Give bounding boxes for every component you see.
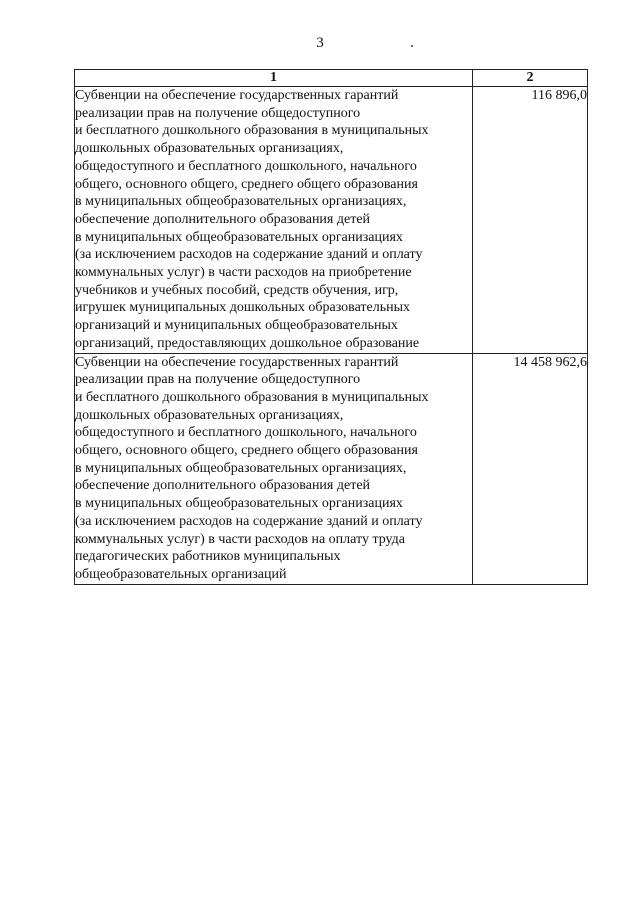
table-row <box>75 87 588 354</box>
description-line: игрушек муниципальных дошкольных образовательных <box>75 300 411 316</box>
table-row <box>75 353 588 584</box>
description-line: организаций, предоставляющих дошкольное образование <box>75 335 420 351</box>
description-line: в муниципальных общеобразовательных организациях, <box>75 460 407 476</box>
description-line: и бесплатного дошкольного образования в муниципальных <box>75 123 429 139</box>
column-header-2: 2 <box>473 70 588 87</box>
description-line: общедоступного и бесплатного дошкольного, начального <box>75 158 417 174</box>
subvention-amount: 14 458 962,6 <box>473 353 588 584</box>
description-line: коммунальных услуг) в части расходов на приобретение <box>75 265 412 281</box>
description-line: реализации прав на получение общедоступного <box>75 372 361 388</box>
description-line: организаций и муниципальных общеобразовательных <box>75 318 398 334</box>
subvention-table <box>74 69 588 585</box>
description-line: коммунальных услуг) в части расходов на оплату труда <box>75 531 406 547</box>
description-line: общего, основного общего, среднего общего образования <box>75 443 418 459</box>
subvention-description <box>75 87 473 354</box>
subvention-description <box>75 353 473 584</box>
description-line: Субвенции на обеспечение государственных гарантий <box>75 88 399 103</box>
description-line: в муниципальных общеобразовательных организациях, <box>75 194 407 210</box>
description-line: общеобразовательных организаций <box>75 566 287 582</box>
description-line: в муниципальных общеобразовательных организациях <box>75 496 403 512</box>
description-line: реализации прав на получение общедоступного <box>75 105 361 121</box>
scan-speck <box>411 45 413 47</box>
description-line: обеспечение дополнительного образования детей <box>75 478 371 494</box>
description-line: в муниципальных общеобразовательных организациях <box>75 229 403 245</box>
description-line: учебников и учебных пособий, средств обучения, игр, <box>75 282 399 298</box>
description-line: общедоступного и бесплатного дошкольного, начального <box>75 425 417 441</box>
table-header-row <box>75 70 588 87</box>
description-line: обеспечение дополнительного образования детей <box>75 211 371 227</box>
subvention-amount: 116 896,0 <box>473 87 588 354</box>
description-line: и бесплатного дошкольного образования в муниципальных <box>75 389 429 405</box>
description-line: общего, основного общего, среднего общего образования <box>75 176 418 192</box>
description-line: дошкольных образовательных организациях, <box>75 407 344 423</box>
description-line: дошкольных образовательных организациях, <box>75 141 344 157</box>
description-line: Субвенции на обеспечение государственных гарантий <box>75 354 399 370</box>
description-line: (за исключением расходов на содержание зданий и оплату <box>75 247 423 263</box>
column-header-1: 1 <box>75 70 473 87</box>
description-line: (за исключением расходов на содержание зданий и оплату <box>75 513 423 529</box>
page-number: 3 <box>316 35 324 51</box>
description-line: педагогических работников муниципальных <box>75 549 341 565</box>
